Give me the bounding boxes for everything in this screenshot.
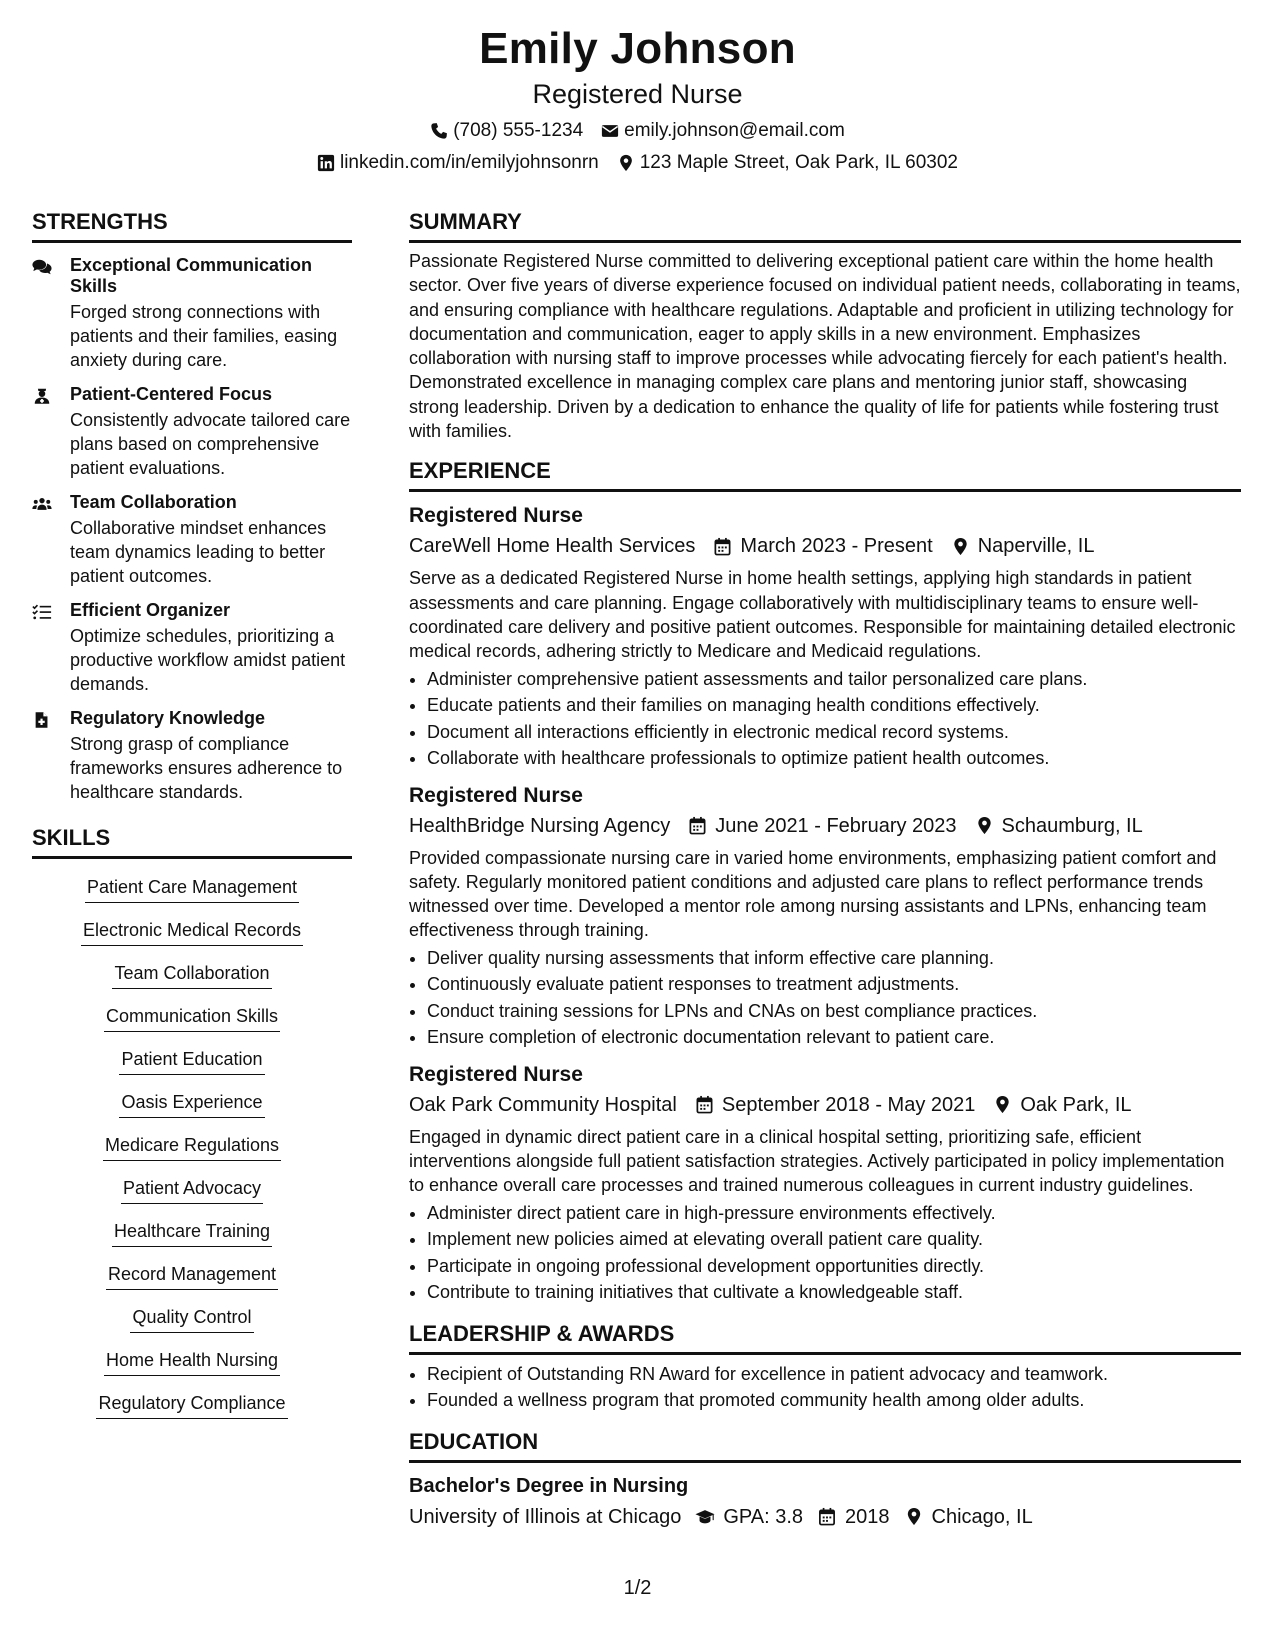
job-bullet: • Administer comprehensive patient assessments and tailor personalized care plans. xyxy=(427,666,1241,693)
skill-tag: Record Management xyxy=(106,1260,278,1290)
candidate-name: Emily Johnson xyxy=(479,24,796,73)
job-title: Registered Nurse xyxy=(409,504,583,528)
job-bullets xyxy=(409,666,1241,772)
strength-item xyxy=(32,708,352,804)
phone-contact[interactable] xyxy=(430,118,583,144)
map-pin-icon xyxy=(993,1095,1012,1114)
checklist-icon xyxy=(32,600,56,696)
school-location-text: Chicago, IL xyxy=(931,1505,1033,1528)
contact-row-1 xyxy=(0,118,1275,144)
job-company: CareWell Home Health Services xyxy=(409,535,696,558)
skill-tag: Patient Advocacy xyxy=(121,1174,263,1204)
education-heading: EDUCATION xyxy=(409,1428,1241,1463)
skill-tag: Team Collaboration xyxy=(112,959,271,989)
gpa xyxy=(695,1503,803,1531)
skill-tag: Medicare Regulations xyxy=(103,1131,281,1161)
strength-desc: Optimize schedules, prioritizing a productive workflow amidst patient demands. xyxy=(70,626,346,694)
users-icon xyxy=(32,492,56,588)
job-entry xyxy=(409,782,1241,1051)
address-text: 123 Maple Street, Oak Park, IL 60302 xyxy=(639,152,958,173)
strengths-heading: STRENGTHS xyxy=(32,208,352,243)
strength-desc: Collaborative mindset enhances team dynamics leading to better patient outcomes. xyxy=(70,518,327,586)
phone-icon xyxy=(430,122,448,140)
school-location xyxy=(904,1503,1033,1531)
job-bullet: • Conduct training sessions for LPNs and CNAs on best compliance practices. xyxy=(427,998,1241,1025)
strength-item xyxy=(32,492,352,588)
right-column xyxy=(409,208,1241,1531)
job-bullet: • Contribute to training initiatives that cultivate a knowledgeable staff. xyxy=(427,1279,1241,1306)
school-name: University of Illinois at Chicago xyxy=(409,1505,682,1528)
job-dates-text: June 2021 - February 2023 xyxy=(715,814,957,837)
skills-list xyxy=(32,873,352,1432)
job-dates xyxy=(688,812,956,840)
job-bullet: • Administer direct patient care in high-pressure environments effectively. xyxy=(427,1200,1241,1227)
map-pin-icon xyxy=(904,1507,924,1526)
resume-header xyxy=(0,22,1275,176)
skill-tag: Regulatory Compliance xyxy=(96,1389,287,1419)
email-text: emily.johnson@email.com xyxy=(624,120,845,141)
job-location xyxy=(993,1091,1131,1119)
strength-title: Exceptional Communication Skills xyxy=(70,255,313,296)
job-title: Registered Nurse xyxy=(409,783,583,807)
contact-row-2 xyxy=(0,150,1275,176)
job-bullet: • Ensure completion of electronic documentation relevant to patient care. xyxy=(427,1024,1241,1051)
job-dates-text: March 2023 - Present xyxy=(740,535,933,558)
strength-title: Patient-Centered Focus xyxy=(70,384,273,404)
candidate-role: Registered Nurse xyxy=(532,79,743,109)
job-bullet: • Continuously evaluate patient responses to treatment adjustments. xyxy=(427,971,1241,998)
nurse-icon xyxy=(32,384,56,480)
job-bullet: • Collaborate with healthcare professionals to optimize patient health outcomes. xyxy=(427,745,1241,772)
map-pin-icon xyxy=(617,154,635,172)
degree-title: Bachelor's Degree in Nursing xyxy=(409,1474,689,1497)
job-meta xyxy=(409,1091,1241,1119)
skills-heading: SKILLS xyxy=(32,824,352,859)
job-entry xyxy=(409,502,1241,771)
summary-text: Passionate Registered Nurse committed to delivering exceptional patient care within the home health sector. Over five years of diverse experience focused on individual patient needs, collaborating in teams, and ensuring compliance with healthcare regulations. Adaptable and proficient in utilizing technology for documentation and communication, eager to apply skills in a new environment. Emphasizes collaboration with nursing staff to improve processes while advocating fiercely for each patient's health. Demonstrated excellence in managing complex care plans and mentoring junior staff, showcasing strong leadership. Driven by a dedication to enhance the quality of life for patients while fostering trust with families. xyxy=(409,251,1241,442)
job-title: Registered Nurse xyxy=(409,1062,583,1086)
strength-item xyxy=(32,255,352,372)
file-medical-icon xyxy=(32,708,56,804)
job-meta xyxy=(409,532,1241,560)
graduation-year xyxy=(817,1503,890,1531)
job-location xyxy=(951,532,1095,560)
skill-tag: Patient Care Management xyxy=(85,873,299,903)
job-location-text: Oak Park, IL xyxy=(1020,1093,1132,1116)
strength-desc: Forged strong connections with patients and their families, easing anxiety during care. xyxy=(70,302,338,370)
award-item: • Founded a wellness program that promoted community health among older adults. xyxy=(427,1387,1241,1414)
job-dates xyxy=(713,532,932,560)
job-location xyxy=(975,812,1143,840)
strength-item xyxy=(32,600,352,696)
education-section xyxy=(409,1428,1241,1531)
strength-desc: Strong grasp of compliance frameworks ensures adherence to healthcare standards. xyxy=(70,734,343,802)
job-bullet: • Educate patients and their families on managing health conditions effectively. xyxy=(427,692,1241,719)
job-bullets xyxy=(409,1200,1241,1306)
calendar-icon xyxy=(817,1507,837,1526)
strength-item xyxy=(32,384,352,480)
graduation-cap-icon xyxy=(695,1507,715,1526)
gpa-text: GPA: 3.8 xyxy=(723,1505,804,1528)
left-column xyxy=(32,208,352,1432)
linkedin-contact[interactable] xyxy=(317,150,599,176)
skill-tag: Electronic Medical Records xyxy=(81,916,303,946)
job-entry xyxy=(409,1061,1241,1306)
year-text: 2018 xyxy=(845,1505,890,1528)
experience-heading: EXPERIENCE xyxy=(409,457,1241,492)
job-dates-text: September 2018 - May 2021 xyxy=(721,1093,976,1116)
award-item: • Recipient of Outstanding RN Award for excellence in patient advocacy and teamwork. xyxy=(427,1361,1241,1388)
strength-title: Efficient Organizer xyxy=(70,600,231,620)
education-meta xyxy=(409,1503,1241,1531)
awards-heading: LEADERSHIP & AWARDS xyxy=(409,1320,1241,1355)
map-pin-icon xyxy=(975,816,994,835)
job-description: Engaged in dynamic direct patient care in a clinical hospital setting, prioritizing safe, efficient interventions alongside full patient satisfaction strategies. Actively participated in policy implementation to enhance overall care processes and trained numerous colleagues in current industry guidelines. xyxy=(409,1126,1225,1196)
calendar-icon xyxy=(688,816,707,835)
skill-tag: Patient Education xyxy=(119,1045,264,1075)
linkedin-text: linkedin.com/in/emilyjohnsonrn xyxy=(339,152,599,173)
job-description: Serve as a dedicated Registered Nurse in home health settings, applying high standards in patient assessments and care planning. Engage collaboratively with multidisciplinary teams to ensure well-coordinated care delivery and positive patient outcomes. Responsible for maintaining detailed electronic medical records, adhering strictly to Medicare and Medicaid regulations. xyxy=(409,568,1236,662)
skill-tag: Quality Control xyxy=(130,1303,253,1333)
awards-list xyxy=(409,1361,1241,1414)
job-bullet: • Participate in ongoing professional development opportunities directly. xyxy=(427,1253,1241,1280)
comments-icon xyxy=(32,255,56,372)
job-bullet: • Implement new policies aimed at elevating overall patient care quality. xyxy=(427,1226,1241,1253)
address-contact xyxy=(617,150,958,176)
phone-text: (708) 555-1234 xyxy=(453,120,584,141)
job-description: Provided compassionate nursing care in varied home environments, emphasizing patient comfort and safety. Regularly monitored patient conditions and adjusted care plans to reflect performance trends witnessed over time. Developed a mentor role among nursing assistants and LPNs, enhancing team effectiveness through training. xyxy=(409,847,1217,941)
awards-section xyxy=(409,1320,1241,1414)
job-bullet: • Document all interactions efficiently in electronic medical record systems. xyxy=(427,719,1241,746)
job-bullet: • Deliver quality nursing assessments that inform effective care planning. xyxy=(427,945,1241,972)
linkedin-icon xyxy=(317,154,335,172)
calendar-icon xyxy=(713,537,732,556)
summary-heading: SUMMARY xyxy=(409,208,1241,243)
strengths-list xyxy=(32,255,352,804)
strength-desc: Consistently advocate tailored care plans based on comprehensive patient evaluations. xyxy=(70,410,351,478)
skills-section xyxy=(32,824,352,1432)
page-number: 1/2 xyxy=(623,1577,652,1599)
skill-tag: Communication Skills xyxy=(104,1002,280,1032)
email-contact[interactable] xyxy=(601,118,845,144)
calendar-icon xyxy=(695,1095,714,1114)
experience-section xyxy=(409,457,1241,1305)
strength-title: Team Collaboration xyxy=(70,492,237,512)
job-bullets xyxy=(409,945,1241,1051)
job-company: Oak Park Community Hospital xyxy=(409,1093,677,1116)
strength-title: Regulatory Knowledge xyxy=(70,708,266,728)
skill-tag: Healthcare Training xyxy=(112,1217,272,1247)
envelope-icon xyxy=(601,122,619,140)
skill-tag: Oasis Experience xyxy=(119,1088,264,1118)
job-company: HealthBridge Nursing Agency xyxy=(409,814,671,837)
job-dates xyxy=(695,1091,976,1119)
job-location-text: Schaumburg, IL xyxy=(1001,814,1143,837)
job-meta xyxy=(409,812,1241,840)
job-location-text: Naperville, IL xyxy=(977,535,1095,558)
skill-tag: Home Health Nursing xyxy=(104,1346,280,1376)
map-pin-icon xyxy=(951,537,970,556)
